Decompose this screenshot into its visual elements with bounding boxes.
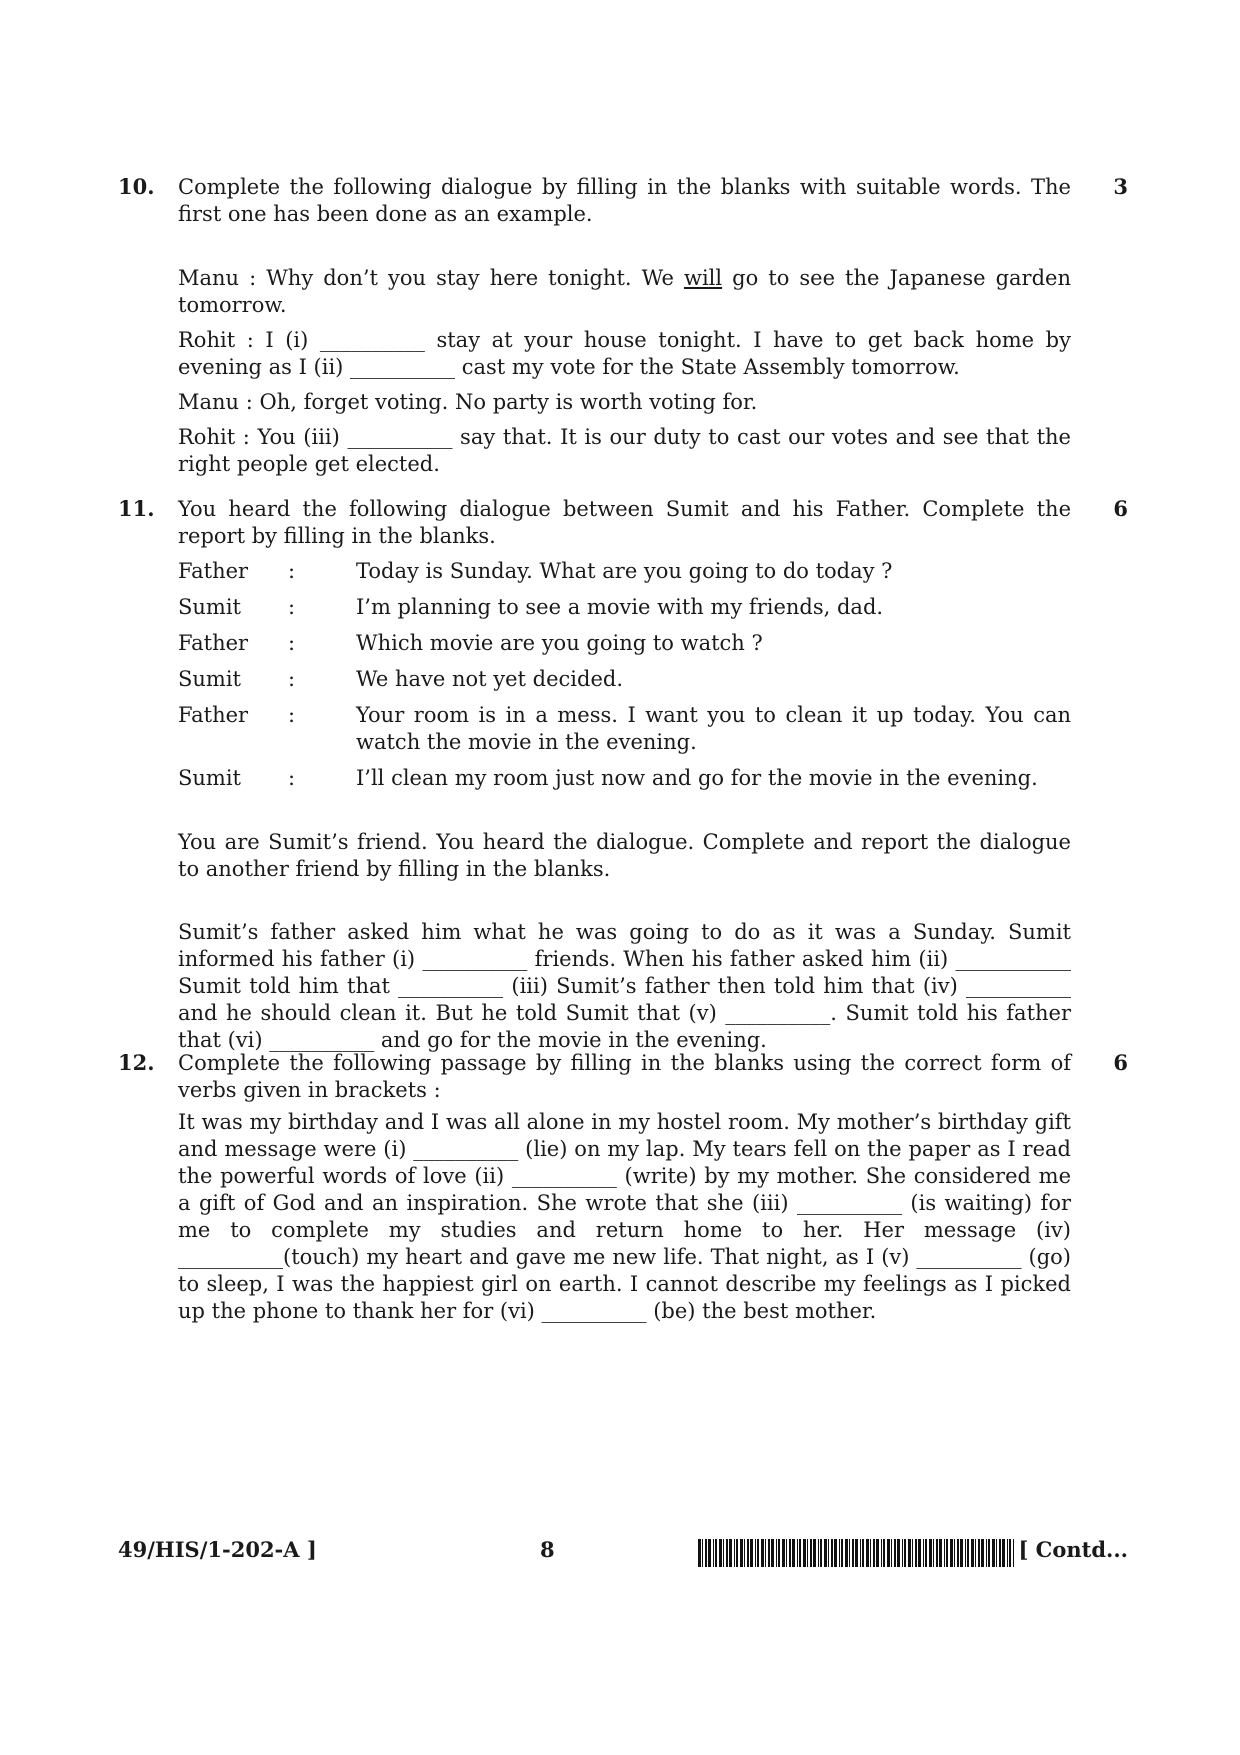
dialogue-row bbox=[178, 594, 1071, 621]
question-number: 12. bbox=[118, 1050, 155, 1075]
speaker: Sumit bbox=[178, 667, 241, 691]
passage: It was my birthday and I was all alone in my hostel room. My mother’s birthday gift and message were (i) __________ (lie) on my lap. My tears fell on the paper as I read the powerful words of love (ii) __________ (write) by my mother. She considered me a gift of God and an inspiration. She wrote that she (iii) __________ (is waiting) for me to complete my studies and return home to her. Her message (iv) __________(touch) my heart and gave me new life. That night, as I (v) __________ (go) to sleep, I was the happiest girl on earth. I cannot describe my feelings as I picked up the phone to thank her for (vi) __________ (be) the best mother. bbox=[178, 1110, 1071, 1323]
utterance: I’m planning to see a movie with my friends, dad. bbox=[356, 595, 884, 619]
barcode-icon bbox=[698, 1539, 1016, 1567]
colon: : bbox=[288, 559, 296, 583]
utterance: Today is Sunday. What are you going to do today ? bbox=[356, 559, 893, 583]
speaker: Father bbox=[178, 559, 249, 583]
question-11 bbox=[118, 496, 1128, 1054]
colon: : bbox=[288, 766, 296, 790]
dialogue-line bbox=[178, 265, 1071, 319]
marks: 6 bbox=[1113, 1050, 1128, 1075]
marks: 3 bbox=[1113, 174, 1128, 199]
colon: : bbox=[288, 703, 296, 727]
marks: 6 bbox=[1113, 496, 1128, 521]
question-number: 11. bbox=[118, 496, 155, 521]
instruction: You are Sumit’s friend. You heard the dialogue. Complete and report the dialogue to another friend by filling in the blanks. bbox=[178, 830, 1071, 881]
dialogue-row bbox=[178, 558, 1071, 585]
page-footer bbox=[118, 1537, 1128, 1569]
report-passage: Sumit’s father asked him what he was going to do as it was a Sunday. Sumit informed his father (i) __________ friends. When his father asked him (ii) ___________ Sumit told him that __________ (iii) Sumit’s father then told him that (iv) __________ and he should clean it. But he told Sumit that (v) __________. Sumit told his father that (vi) __________ and go for the movie in the evening. bbox=[178, 920, 1071, 1052]
dialogue-line-text: go to see the Japanese garden tomorrow. bbox=[178, 266, 1071, 317]
paper-code: 49/HIS/1-202-A ] bbox=[118, 1537, 317, 1562]
continued-label: [ Contd... bbox=[1018, 1537, 1128, 1562]
speaker: Father bbox=[178, 703, 249, 727]
dialogue-line: Rohit : You (iii) __________ say that. It is our duty to cast our votes and see that the right people get elected. bbox=[178, 425, 1071, 476]
instruction: Complete the following dialogue by filling in the blanks with suitable words. The first one has been done as an example. bbox=[178, 175, 1071, 226]
question-10 bbox=[118, 174, 1128, 478]
utterance: Your room is in a mess. I want you to clean it up today. You can watch the movie in the evening. bbox=[356, 703, 1071, 754]
question-12 bbox=[118, 1050, 1128, 1325]
utterance: Which movie are you going to watch ? bbox=[356, 631, 763, 655]
utterance: We have not yet decided. bbox=[356, 667, 624, 691]
example-answer: will bbox=[683, 266, 723, 290]
page-number: 8 bbox=[540, 1537, 555, 1562]
colon: : bbox=[288, 631, 296, 655]
dialogue-line: Rohit : I (i) __________ stay at your house tonight. I have to get back home by evening as I (ii) __________ cast my vote for the State Assembly tomorrow. bbox=[178, 328, 1071, 379]
dialogue-line: Manu : Oh, forget voting. No party is worth voting for. bbox=[178, 390, 758, 414]
dialogue-row bbox=[178, 765, 1071, 792]
dialogue-table bbox=[178, 558, 1071, 792]
instruction: You heard the following dialogue between Sumit and his Father. Complete the report by filling in the blanks. bbox=[178, 497, 1071, 548]
question-number: 10. bbox=[118, 174, 155, 199]
speaker: Father bbox=[178, 631, 249, 655]
colon: : bbox=[288, 667, 296, 691]
instruction: Complete the following passage by filling in the blanks using the correct form of verbs given in brackets : bbox=[178, 1051, 1071, 1102]
dialogue-row bbox=[178, 630, 1071, 657]
dialogue-row bbox=[178, 666, 1071, 693]
dialogue-line-text: Manu : Why don’t you stay here tonight. We bbox=[178, 266, 674, 290]
speaker: Sumit bbox=[178, 595, 241, 619]
dialogue-row bbox=[178, 702, 1071, 756]
colon: : bbox=[288, 595, 296, 619]
utterance: I’ll clean my room just now and go for the movie in the evening. bbox=[356, 766, 1038, 790]
speaker: Sumit bbox=[178, 766, 241, 790]
